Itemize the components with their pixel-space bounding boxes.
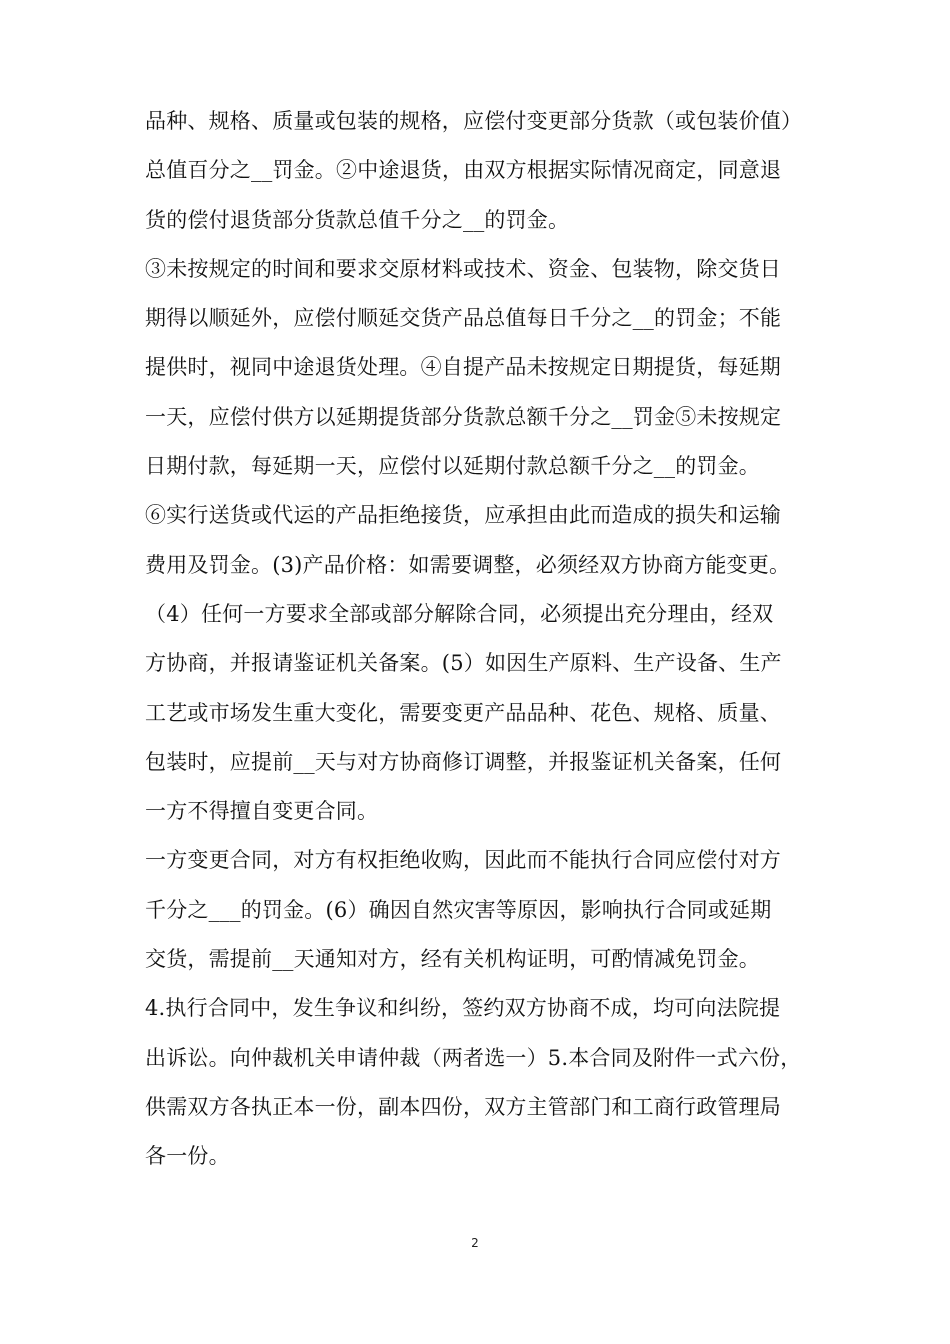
text-line: 品种、规格、质量或包装的规格，应偿付变更部分货款（或包装价值） — [145, 109, 803, 133]
text-line: 一天，应偿付供方以延期提货部分货款总额千分之__罚金⑤未按规定 — [145, 404, 782, 429]
text-line: 方协商，并报请鉴证机关备案。(5）如因生产原料、生产设备、生产 — [145, 651, 782, 676]
text-line: 日期付款，每延期一天，应偿付以延期付款总额千分之__的罚金。 — [145, 454, 760, 479]
text-line: 一方不得擅自变更合同。 — [145, 799, 379, 824]
text-line: 出诉讼。向仲裁机关申请仲裁（两者选一）5.本合同及附件一式六份， — [145, 1045, 802, 1070]
text-line: 4.执行合同中，发生争议和纠纷，签约双方协商不成，均可向法院提 — [145, 996, 781, 1021]
text-line: 供需双方各执正本一份，副本四份，双方主管部门和工商行政管理局 — [145, 1094, 781, 1119]
text-line: 提供时，视同中途退货处理。④自提产品未按规定日期提货，每延期 — [145, 355, 781, 380]
text-line: 包装时，应提前__天与对方协商修订调整，并报鉴证机关备案，任何 — [145, 749, 782, 774]
text-line: 千分之___的罚金。(6）确因自然灾害等原因，影响执行合同或延期 — [145, 897, 772, 922]
text-line: 交货，需提前__天通知对方，经有关机构证明，可酌情减免罚金。 — [145, 947, 760, 972]
page-number: 2 — [471, 1236, 479, 1250]
text-line: 总值百分之__罚金。②中途退货，由双方根据实际情况商定，同意退 — [145, 158, 782, 183]
text-line: （4）任何一方要求全部或部分解除合同，必须提出充分理由，经双 — [145, 601, 774, 626]
text-line: 期得以顺延外，应偿付顺延交货产品总值每日千分之__的罚金；不能 — [145, 306, 782, 331]
text-line: 费用及罚金。(3)产品价格：如需要调整，必须经双方协商方能变更。 — [145, 552, 791, 577]
body-text — [145, 97, 825, 1182]
text-line: 一方变更合同，对方有权拒绝收购，因此而不能执行合同应偿付对方 — [145, 848, 781, 873]
text-line: 各一份。 — [145, 1144, 230, 1169]
text-line: 货的偿付退货部分货款总值千分之__的罚金。 — [145, 207, 570, 232]
text-line: ⑥实行送货或代运的产品拒绝接货，应承担由此而造成的损失和运输 — [145, 503, 781, 528]
text-line: 工艺或市场发生重大变化，需要变更产品品种、花色、规格、质量、 — [145, 700, 781, 725]
text-line: ③未按规定的时间和要求交原材料或技术、资金、包装物，除交货日 — [145, 256, 781, 281]
